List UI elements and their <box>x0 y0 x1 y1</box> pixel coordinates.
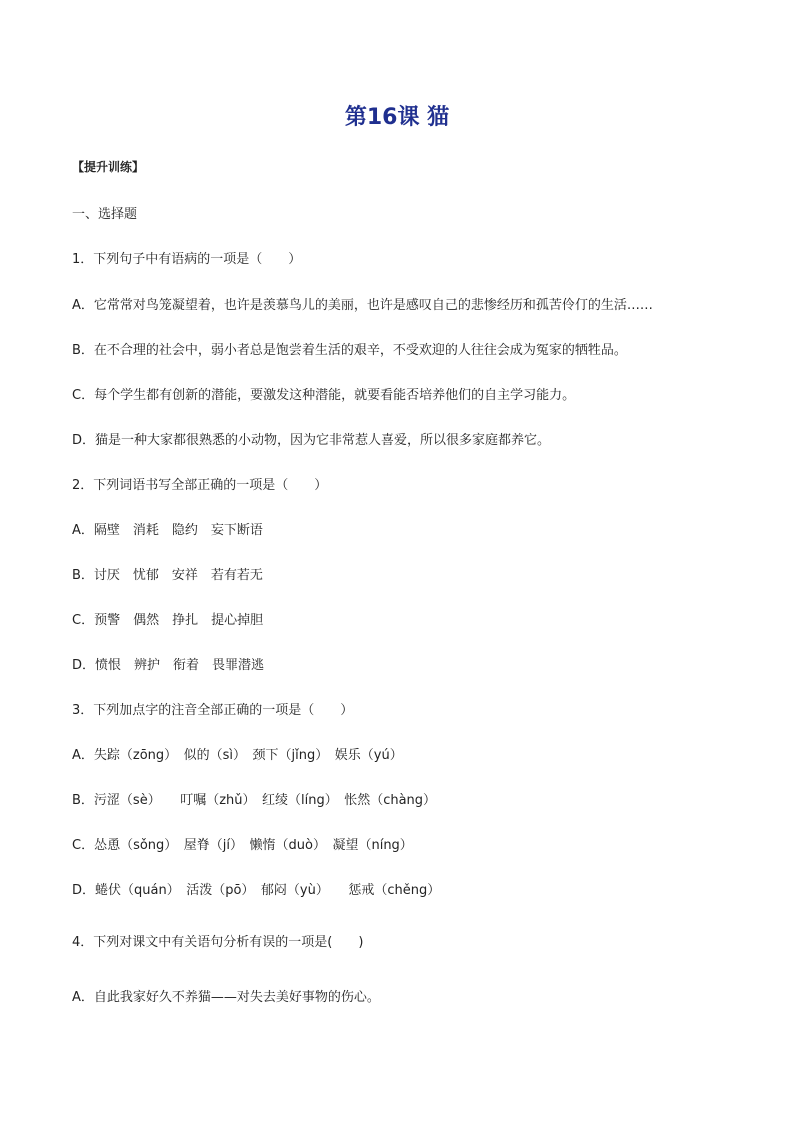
question-1-option-c: C．每个学生都有创新的潜能，要激发这种潜能，就要看能否培养他们的自主学习能力。 <box>72 388 576 403</box>
question-3-option-c: C．怂恿（sǒng） 屋脊（jí） 懒惰（duò） 凝望（níng） <box>72 838 413 853</box>
question-1-option-b: B．在不合理的社会中，弱小者总是饱尝着生活的艰辛，不受欢迎的人往往会成为冤家的牺牲品。 <box>72 343 627 358</box>
section-tag: 【提升训练】 <box>72 160 145 174</box>
question-2-option-a: A．隔壁 消耗 隐约 妄下断语 <box>72 523 263 538</box>
question-2-option-b: B．讨厌 忧郁 安祥 若有若无 <box>72 568 263 583</box>
question-4-option-a: A．自此我家好久不养猫——对失去美好事物的伤心。 <box>72 990 380 1005</box>
part-heading: 一、选择题 <box>72 207 138 222</box>
question-1-stem: 1．下列句子中有语病的一项是（ ） <box>72 252 302 267</box>
page-title: 第16课 猫 <box>344 105 450 130</box>
question-3-stem: 3．下列加点字的注音全部正确的一项是（ ） <box>72 703 354 718</box>
question-2-stem: 2．下列词语书写全部正确的一项是（ ） <box>72 478 328 493</box>
question-2-option-c: C．预警 偶然 挣扎 提心掉胆 <box>72 613 264 628</box>
question-1-option-d: D．猫是一种大家都很熟悉的小动物，因为它非常惹人喜爱，所以很多家庭都养它。 <box>72 433 551 448</box>
question-3-option-a: A．失踪（zōng） 似的（sì） 颈下（jǐng） 娱乐（yú） <box>72 748 403 763</box>
question-3-option-d: D．蜷伏（quán） 活泼（pō） 郁闷（yù） 惩戒（chěng） <box>72 883 441 898</box>
question-2-option-d: D．愤恨 辨护 衔着 畏罪潜逃 <box>72 658 265 673</box>
question-3-option-b: B．污涩（sè） 叮嘱（zhǔ） 红绫（líng） 怅然（chàng） <box>72 793 437 808</box>
question-1-option-a: A．它常常对鸟笼凝望着，也许是羡慕鸟儿的美丽，也许是感叹自己的悲惨经历和孤苦伶仃的生活…… <box>72 298 653 313</box>
question-4-stem: 4．下列对课文中有关语句分析有误的一项是( ) <box>72 935 364 950</box>
